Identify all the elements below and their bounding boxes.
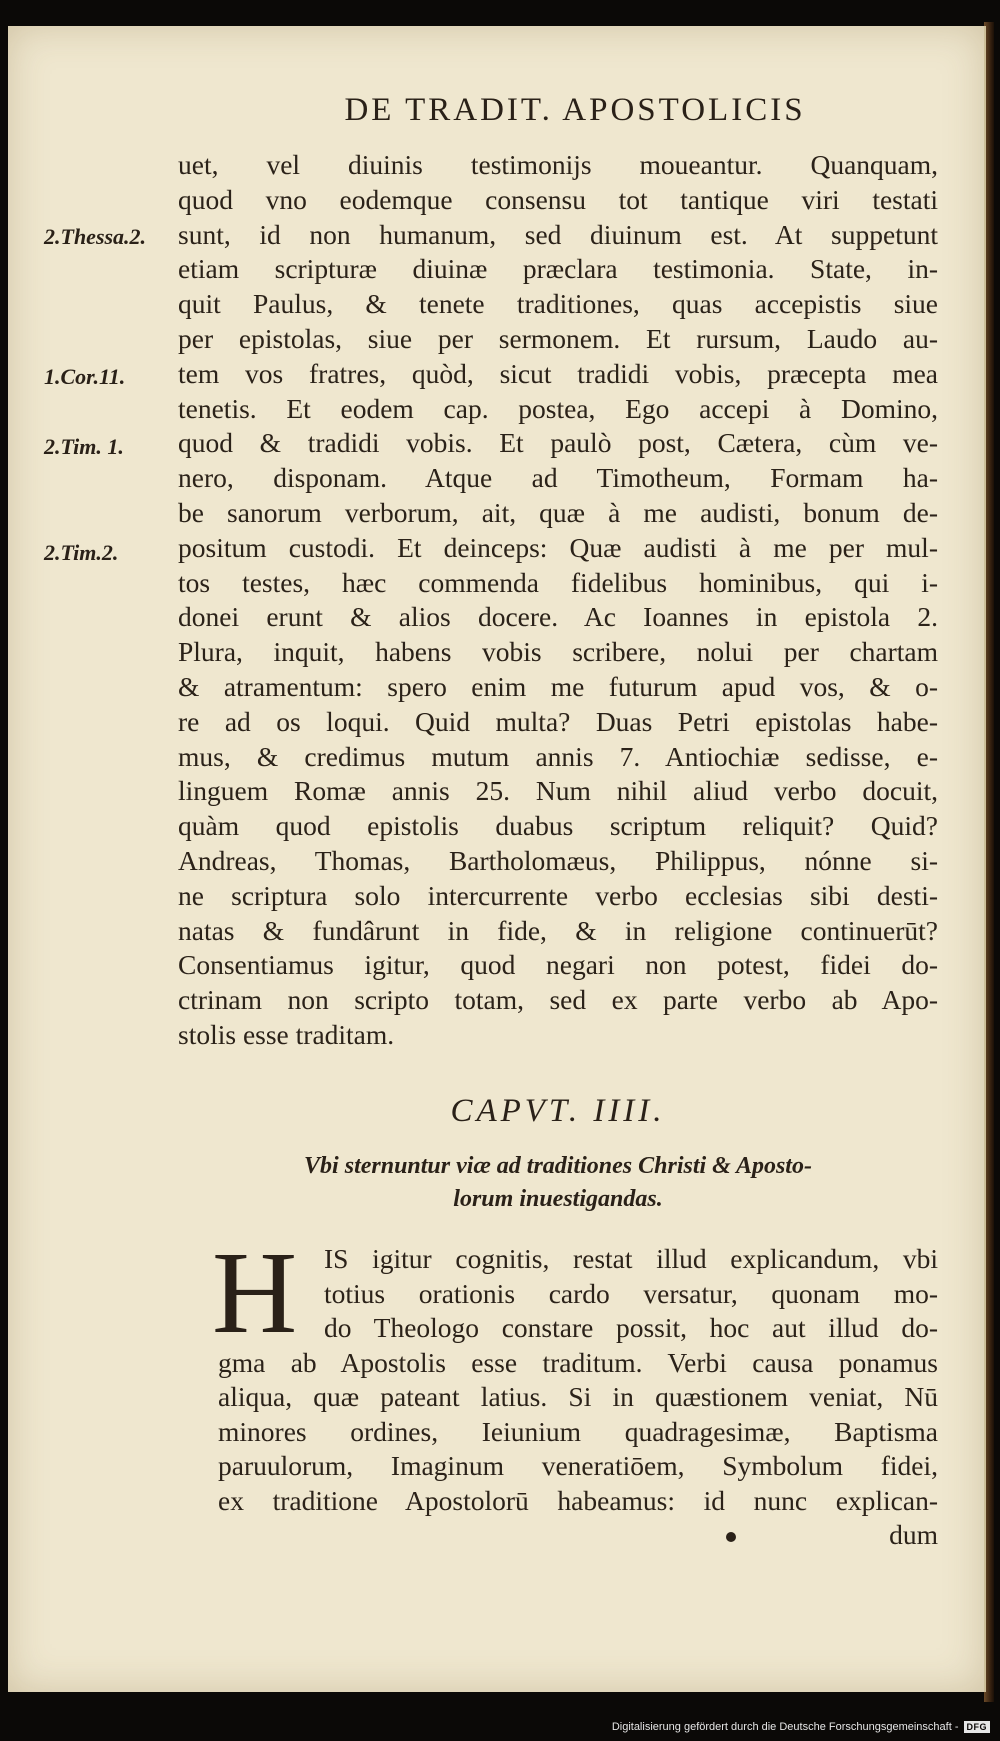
text-line: aliqua, quæ pateant latius. Si in quæstionem veniat, Nū	[218, 1381, 938, 1412]
text-line: ne scriptura solo intercurrente verbo ecclesias sibi desti-	[178, 879, 938, 911]
text-line: quit Paulus, & tenete traditiones, quas accepistis siue	[178, 288, 938, 320]
text-line: Andreas, Thomas, Bartholomæus, Philippus, nónne si-	[178, 844, 938, 876]
text-line: quod & tradidi vobis. Et paulò post, Cætera, cùm ve-	[178, 427, 938, 459]
margin-note-corinthians: 1.Cor.11.	[44, 364, 126, 389]
text-line: minores ordines, Ieiunium quadragesimæ, Baptisma	[218, 1415, 938, 1447]
chapter-subtitle-line: lorum inuestigandas.	[453, 1186, 663, 1212]
digitization-footer	[612, 1721, 990, 1733]
chapter-subtitle-line: Vbi sternuntur viæ ad traditiones Christi & Aposto-	[304, 1153, 812, 1179]
chapter-text-block	[218, 1242, 938, 1553]
text-line: mus, & credimus mutum annis 7. Antiochiæ sedisse, e-	[178, 740, 938, 772]
main-text-block	[178, 148, 938, 1053]
margin-note-thessalonians: 2.Thessa.2.	[44, 224, 147, 249]
text-line: etiam scripturæ diuinæ præclara testimonia. State, in-	[178, 253, 938, 285]
text-line: stolis esse traditam.	[178, 1018, 395, 1050]
dfg-logo: DFG	[964, 1721, 991, 1733]
text-line: Plura, inquit, habens vobis scribere, nolui per chartam	[178, 636, 938, 668]
footer-text: Digitalisierung gefördert durch die Deutsche Forschungsgemeinschaft -	[611, 1721, 959, 1733]
signature-mark	[726, 1532, 736, 1542]
text-line: be sanorum verborum, ait, quæ à me audisti, bonum de-	[178, 496, 938, 528]
text-line: & atramentum: spero enim me futurum apud vos, & o-	[178, 670, 938, 702]
text-line: paruulorum, Imaginum veneratiōem, Symbolum fidei,	[218, 1450, 938, 1481]
text-line: do Theologo constare possit, hoc aut illud do-	[324, 1312, 938, 1343]
text-line: positum custodi. Et deinceps: Quæ audisti à me per mul-	[178, 531, 938, 563]
margin-note-timothy-1: 2.Tim. 1.	[44, 434, 124, 459]
text-line: nero, disponam. Atque ad Timotheum, Formam ha-	[178, 462, 938, 494]
text-line: donei erunt & alios docere. Ac Ioannes in epistola 2.	[178, 601, 938, 633]
text-line: quod vno eodemque consensu tot tantique viri testati	[178, 183, 938, 215]
text-line: Consentiamus igitur, quod negari non potest, fidei do-	[178, 949, 938, 981]
text-line: gma ab Apostolis esse traditum. Verbi causa ponamus	[218, 1346, 938, 1378]
chapter-subtitle	[178, 1150, 938, 1216]
text-line: IS igitur cognitis, restat illud explicandum, vbi	[324, 1243, 938, 1274]
text-line: per epistolas, siue per sermonem. Et rursum, Laudo au-	[178, 322, 938, 354]
catchword: dum	[889, 1519, 938, 1550]
text-line: tenetis. Et eodem cap. postea, Ego accepi à Domino,	[178, 392, 938, 424]
text-line: tos testes, hæc commenda fidelibus hominibus, qui i-	[178, 566, 938, 598]
text-line: uet, vel diuinis testimonijs moueantur. Quanquam,	[178, 149, 938, 180]
text-line: quàm quod epistolis duabus scriptum reliquit? Quid?	[178, 810, 938, 842]
drop-capital: H	[212, 1227, 298, 1358]
text-line: ctrinam non scripto totam, sed ex parte verbo ab Apo-	[178, 984, 938, 1016]
chapter-heading: CAPVT. IIII.	[450, 1093, 666, 1129]
text-line: linguem Romæ annis 25. Num nihil aliud verbo docuit,	[178, 775, 938, 807]
text-line: sunt, id non humanum, sed diuinum est. At suppetunt	[178, 218, 938, 250]
text-line: re ad os loqui. Quid multa? Duas Petri epistolas habe-	[178, 705, 938, 737]
margin-note-timothy-2: 2.Tim.2.	[44, 540, 119, 565]
text-line: natas & fundârunt in fide, & in religione continuerūt?	[178, 914, 938, 946]
text-line: ex traditione Apostolorū habeamus: id nunc explican-	[218, 1484, 938, 1516]
text-line: totius orationis cardo versatur, quonam mo-	[324, 1277, 938, 1309]
running-header: DE TRADIT. APOSTOLICIS	[344, 92, 806, 128]
text-line: tem vos fratres, quòd, sicut tradidi vobis, præcepta mea	[178, 357, 938, 389]
